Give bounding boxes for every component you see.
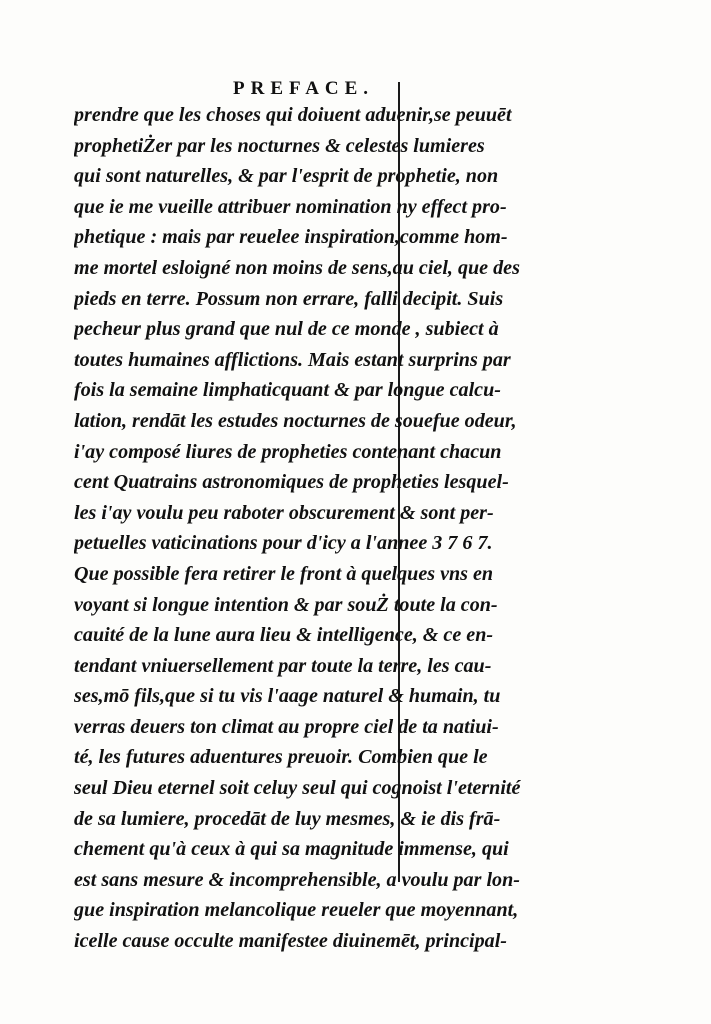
- text-line: prendre que les choses qui doiuent aduenir,se peuuēt: [74, 104, 512, 126]
- body-text: [74, 100, 574, 957]
- text-line: chement qu'à ceux à qui sa magnitude immense, qui: [74, 838, 509, 861]
- text-line: est sans mesure & incomprehensible, a voulu par lon-: [74, 868, 520, 891]
- text-line: que ie me vueille attribuer nomination ny effect pro-: [74, 195, 507, 218]
- text-line: verras deuers ton climat au propre ciel de ta natiui-: [74, 715, 499, 738]
- text-line: toutes humaines afflictions. Mais estant surprins par: [74, 348, 511, 371]
- text-line: me mortel esloigné non moins de sens,au ciel, que des: [74, 256, 520, 279]
- text-line: prophetiŻer par les nocturnes & celestes lumieres: [74, 134, 485, 157]
- text-line: les i'ay voulu peu raboter obscurement & sont per-: [74, 501, 494, 524]
- text-line: de sa lumiere, procedāt de luy mesmes, & ie dis frā-: [74, 807, 501, 830]
- text-line: voyant si longue intention & par souŻ toute la con-: [74, 593, 498, 616]
- text-line: icelle cause occulte manifestee diuinemēt, principal-: [74, 930, 507, 953]
- text-line: phetique : mais par reuelee inspiration,comme hom-: [74, 226, 508, 249]
- text-line: lation, rendāt les estudes nocturnes de souefue odeur,: [74, 409, 517, 432]
- text-line: fois la semaine limphaticquant & par longue calcu-: [74, 379, 501, 402]
- text-line: pecheur plus grand que nul de ce monde , subiect à: [74, 318, 499, 341]
- text-line: qui sont naturelles, & par l'esprit de prophetie, non: [74, 165, 499, 188]
- text-line: cent Quatrains astronomiques de propheties lesquel-: [74, 471, 509, 494]
- text-line: Que possible fera retirer le front à quelques vns en: [74, 562, 494, 585]
- text-line: cauité de la lune aura lieu & intelligence, & ce en-: [74, 624, 494, 647]
- text-line: tendant vniuersellement par toute la terre, les cau-: [74, 654, 492, 677]
- text-line: petuelles vaticinations pour d'icy a l'annee 3 7 6 7.: [74, 532, 493, 555]
- text-line: té, les futures aduentures preuoir. Combien que le: [74, 746, 488, 769]
- text-line: pieds en terre. Possum non errare, falli decipit. Suis: [74, 287, 504, 310]
- text-line: i'ay composé liures de propheties contenant chacun: [74, 440, 502, 463]
- text-line: ses,mō fils,que si tu vis l'aage naturel & humain, tu: [74, 685, 501, 708]
- text-line: seul Dieu eternel soit celuy seul qui cognoist l'eternité: [74, 777, 521, 800]
- text-line: gue inspiration melancolique reueler que moyennant,: [74, 899, 519, 922]
- running-header: PREFACE.: [233, 78, 375, 99]
